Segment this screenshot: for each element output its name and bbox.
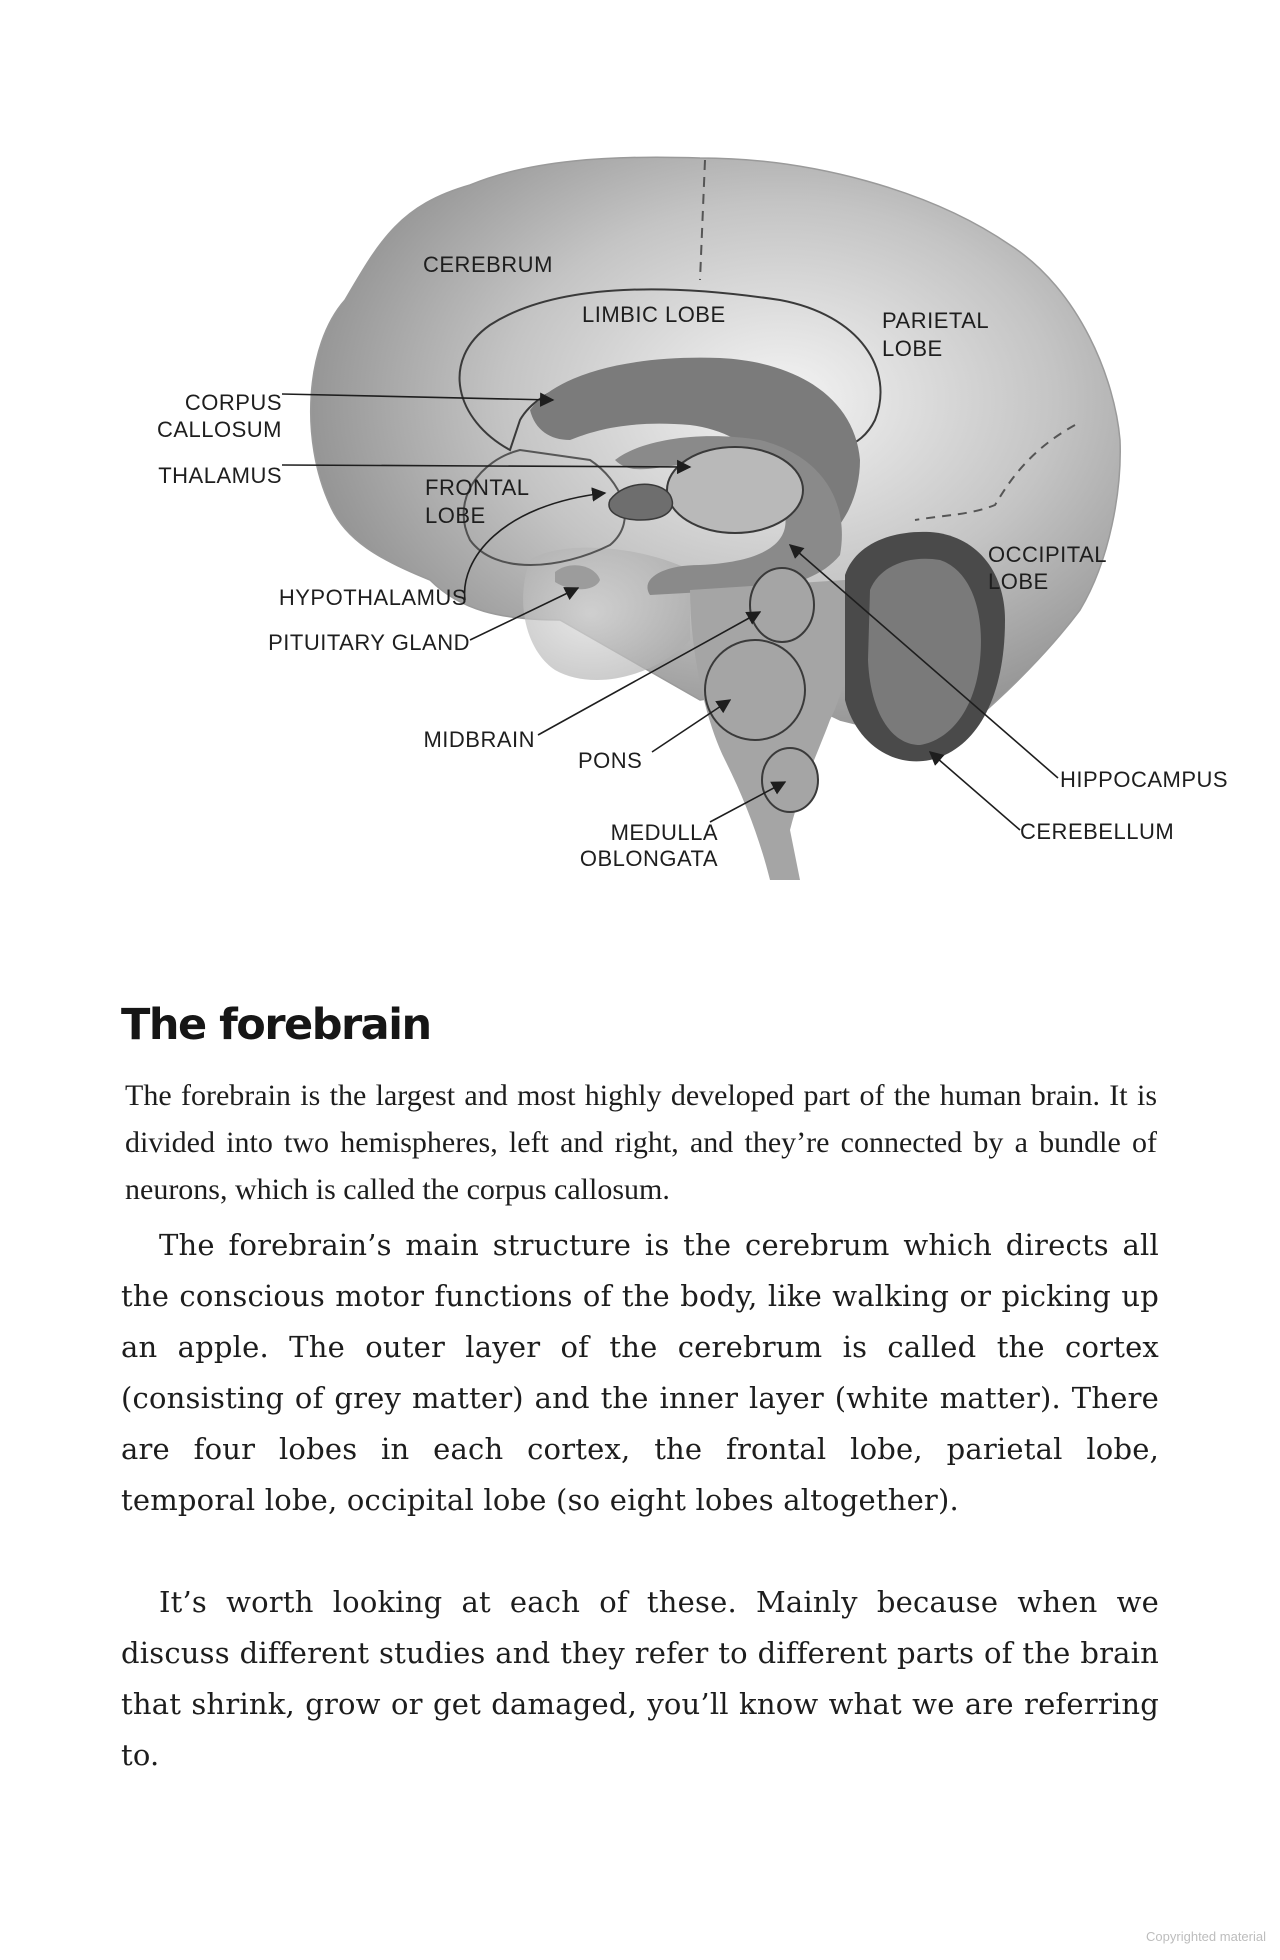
label-medulla-oblongata-2: OBLONGATA (579, 846, 718, 871)
label-hypothalamus: HYPOTHALAMUS (278, 585, 467, 610)
section-heading: The forebrain (121, 1000, 431, 1050)
thalamus-shape (667, 447, 803, 533)
label-occipital-lobe-2: LOBE (988, 569, 1049, 594)
brain-diagram (0, 0, 1280, 900)
label-corpus-callosum-2: CALLOSUM (156, 417, 282, 442)
label-thalamus: THALAMUS (158, 463, 282, 488)
label-limbic-lobe: LIMBIC LOBE (582, 302, 726, 327)
intro-paragraph: The forebrain is the largest and most highly developed part of the human brain. It is divided into two hemispheres, left and right, and they’re connected by a bundle of neurons, which is called the corpus callosum. (125, 1079, 1157, 1206)
label-occipital-lobe: OCCIPITAL (988, 542, 1108, 567)
label-hippocampus: HIPPOCAMPUS (1060, 767, 1229, 792)
label-cerebrum: CEREBRUM (423, 252, 553, 277)
label-medulla-oblongata: MEDULLA (610, 820, 718, 845)
label-frontal-lobe: FRONTAL (425, 475, 530, 500)
pons-shape (705, 640, 805, 740)
label-pons: PONS (578, 748, 643, 773)
label-frontal-lobe-2: LOBE (425, 503, 486, 528)
label-corpus-callosum: CORPUS (184, 390, 282, 415)
cerebellum-leader (930, 752, 1020, 830)
body-paragraph-1: The forebrain’s main structure is the cerebrum which directs all the conscious motor functions of the body, like walking or picking up an apple. The outer layer of the cerebrum is called the cortex (consisting of grey matter) and the inner layer (white matter). There are four lobes in each cortex, the frontal lobe, parietal lobe, temporal lobe, occipital lobe (so eight lobes altogether). (121, 1228, 1159, 1517)
medulla-shape (762, 748, 818, 812)
copyright-watermark: Copyrighted material (1146, 1929, 1266, 1944)
body-paragraph-2: It’s worth looking at each of these. Mainly because when we discuss different studies and they refer to different parts of the brain that shrink, grow or get damaged, you’ll know what we are referring to. (121, 1585, 1159, 1772)
label-pituitary-gland: PITUITARY GLAND (268, 630, 470, 655)
label-cerebellum: CEREBELLUM (1020, 819, 1175, 844)
label-midbrain: MIDBRAIN (423, 727, 535, 752)
midbrain-shape (750, 568, 814, 642)
label-parietal-lobe: PARIETAL (882, 308, 990, 333)
label-parietal-lobe-2: LOBE (882, 336, 943, 361)
